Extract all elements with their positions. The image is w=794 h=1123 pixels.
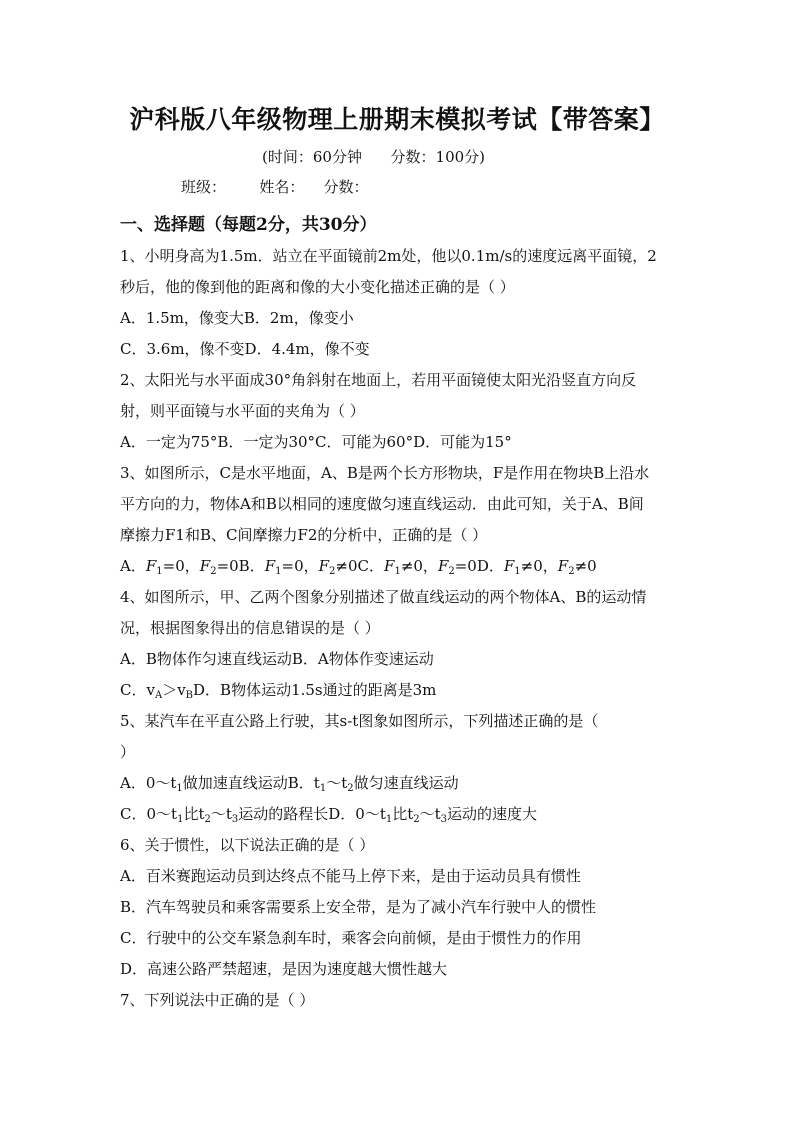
q3-stem-line3: 摩擦力F1和B、C间摩擦力F2的分析中，正确的是（ ） [120, 526, 488, 544]
q1-options-ab: A．1.5m，像变大B．2m，像变小 [120, 309, 354, 327]
force-symbol: F [318, 557, 330, 575]
force-symbol: F [557, 557, 569, 575]
subscript: 1 [319, 783, 327, 794]
subscript: 2 [204, 814, 211, 825]
section-title: 一、选择题（每题2分，共30分） [120, 215, 377, 235]
force-symbol: F [199, 557, 211, 575]
q3-opt-text: =0D． [454, 557, 504, 575]
subscript: 2 [568, 566, 575, 577]
q1-stem-line1: 1、小明身高为1.5m．站立在平面镜前2m处，他以0.1m/s的速度远离平面镜，2 [120, 247, 657, 265]
subscript: B [185, 690, 194, 701]
q6-option-c: C．行驶中的公交车紧急刹车时，乘客会向前倾，是由于惯性力的作用 [120, 929, 582, 947]
q4-opt-text: C．v [120, 681, 155, 699]
exam-time-score: (时间：60分钟 分数：100分) [262, 148, 486, 166]
q6-option-d: D．高速公路严禁超速，是因为速度越大惯性越大 [120, 960, 448, 978]
subscript: 3 [440, 814, 448, 825]
q5-opt-text: 比t [392, 805, 414, 823]
q6-option-a: A．百米赛跑运动员到达终点不能马上停下来，是由于运动员具有惯性 [120, 867, 581, 885]
q3-opt-text: ≠0 [574, 557, 597, 575]
q4-opt-text: D．B物体运动1.5s通过的距离是3m [193, 681, 437, 699]
subscript: 3 [231, 814, 239, 825]
q4-opt-text: ＞v [162, 681, 186, 699]
subscript: 1 [177, 814, 184, 825]
subscript: 2 [347, 783, 354, 794]
q2-stem-line1: 2、太阳光与水平面成30°角斜射在地面上，若用平面镜使太阳光沿竖直方向反 [120, 371, 637, 389]
q5-stem-line2: ） [120, 743, 136, 761]
q3-opt-text: ≠0， [400, 557, 438, 575]
subscript: 2 [413, 814, 420, 825]
q3-opt-text: A． [120, 557, 146, 575]
q3-opt-text: =0B． [216, 557, 265, 575]
q5-opt-text: ～t [210, 805, 232, 823]
force-symbol: F [264, 557, 276, 575]
q6-stem-line1: 6、关于惯性，以下说法正确的是（ ） [120, 836, 375, 854]
subscript: 2 [210, 566, 217, 577]
q5-options-ab [120, 768, 680, 799]
subscript: 1 [385, 814, 393, 825]
q3-opt-text: ≠0C． [335, 557, 385, 575]
q5-opt-text: A．0～t [120, 774, 177, 792]
q1-stem-line2: 秒后，他的像到他的距离和像的大小变化描述正确的是（ ） [120, 278, 515, 296]
q3-stem-line1: 3、如图所示，C是水平地面，A、B是两个长方形物块，F是作用在物块B上沿水 [120, 464, 650, 482]
question-list [120, 241, 680, 1016]
q4-stem-line2: 况，根据图象得出的信息错误的是（ ） [120, 619, 380, 637]
force-symbol: F [145, 557, 157, 575]
q5-opt-text: 做匀速直线运动 [353, 774, 459, 792]
q5-opt-text: 做加速直线运动B．t [182, 774, 320, 792]
q4-options-ab: A．B物体作匀速直线运动B．A物体作变速运动 [120, 650, 434, 668]
q3-opt-text: =0， [162, 557, 200, 575]
subscript: 1 [514, 566, 521, 577]
q5-opt-text: 运动的路程长D．0～t [238, 805, 386, 823]
subscript: 2 [329, 566, 336, 577]
q4-stem-line1: 4、如图所示，甲、乙两个图象分别描述了做直线运动的两个物体A、B的运动情 [120, 588, 647, 606]
q5-opt-text: C．0～t [120, 805, 178, 823]
q4-options-cd [120, 675, 680, 706]
q5-opt-text: 比t [183, 805, 205, 823]
q5-stem-line1: 5、某汽车在平直公路上行驶，其s-t图象如图所示，下列描述正确的是（ [120, 712, 599, 730]
subscript: 2 [448, 566, 455, 577]
subscript: 1 [275, 566, 282, 577]
subscript: 1 [176, 783, 183, 794]
subscript: A [154, 690, 163, 701]
q7-stem-line1: 7、下列说法中正确的是（ ） [120, 991, 315, 1009]
q3-opt-text: ≠0， [520, 557, 558, 575]
q6-option-b: B．汽车驾驶员和乘客需要系上安全带，是为了减小汽车行驶中人的惯性 [120, 898, 597, 916]
q2-stem-line2: 射，则平面镜与水平面的夹角为（ ） [120, 402, 365, 420]
student-info-line: 班级： 姓名： 分数： [181, 178, 369, 196]
subscript: 1 [156, 566, 163, 577]
subscript: 1 [394, 566, 401, 577]
q3-options [120, 551, 680, 582]
q3-opt-text: =0， [281, 557, 319, 575]
q3-stem-line2: 平方向的力，物体A和B以相同的速度做匀速直线运动．由此可知，关于A、B间 [120, 495, 644, 513]
q5-opt-text: ～t [326, 774, 348, 792]
force-symbol: F [503, 557, 515, 575]
force-symbol: F [437, 557, 449, 575]
q5-opt-text: ～t [419, 805, 441, 823]
exam-title: 沪科版八年级物理上册期末模拟考试【带答案】 [129, 105, 665, 134]
q1-options-cd: C．3.6m，像不变D．4.4m，像不变 [120, 340, 370, 358]
q5-opt-text: 运动的速度大 [447, 805, 538, 823]
q2-options: A．一定为75°B．一定为30°C．可能为60°D．可能为15° [120, 433, 512, 451]
q5-options-cd [120, 799, 680, 830]
force-symbol: F [384, 557, 395, 575]
